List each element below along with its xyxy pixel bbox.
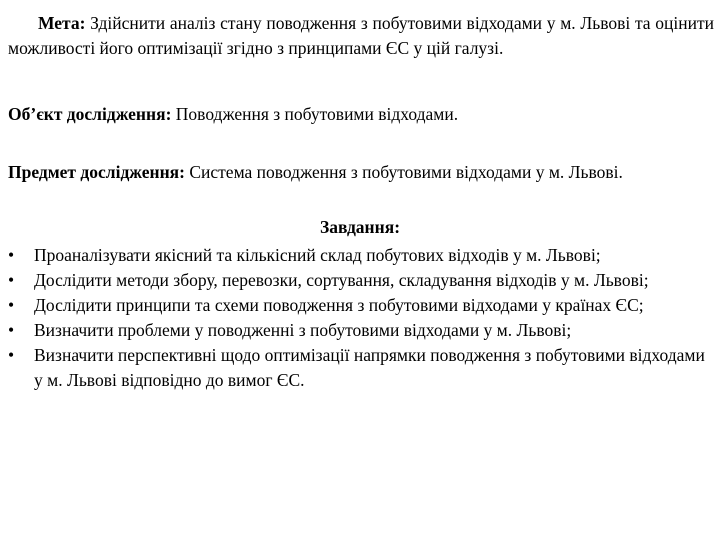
- task-item: [8, 318, 714, 343]
- object-label: Об’єкт дослідження:: [8, 104, 172, 124]
- object-text: Поводження з побутовими відходами.: [175, 104, 459, 124]
- tasks-list: [8, 243, 714, 393]
- task-text: Проаналізувати якісний та кількісний склад побутових відходів у м. Львові;: [34, 245, 601, 265]
- task-text: Визначити перспективні щодо оптимізації напрямки поводження з побутовими відходами у м. Львові відповідно до вимог ЄС.: [34, 345, 705, 390]
- bullet-icon: •: [8, 245, 15, 265]
- goal-label: Мета:: [38, 13, 86, 33]
- bullet-icon: •: [8, 320, 15, 340]
- goal-paragraph: [8, 11, 714, 61]
- task-text: Дослідити принципи та схеми поводження з побутовими відходами у країнах ЄС;: [34, 295, 644, 315]
- task-item: [8, 343, 714, 393]
- task-text: Дослідити методи збору, перевозки, сортування, складування відходів у м. Львові;: [34, 270, 649, 290]
- task-item: [8, 268, 714, 293]
- tasks-title: Завдання:: [319, 217, 401, 237]
- bullet-icon: •: [8, 295, 15, 315]
- bullet-icon: •: [8, 270, 15, 290]
- task-item: [8, 243, 714, 268]
- subject-label: Предмет дослідження:: [8, 162, 185, 182]
- task-text: Визначити проблеми у поводженні з побутовими відходами у м. Львові;: [34, 320, 572, 340]
- subject-paragraph: [8, 160, 714, 185]
- object-paragraph: [8, 102, 714, 127]
- task-item: [8, 293, 714, 318]
- bullet-icon: •: [8, 345, 15, 365]
- goal-text: Здійснити аналіз стану поводження з побутовими відходами у м. Львові та оцінити можливості його оптимізації згідно з принципами ЄС у цій галузі.: [8, 13, 715, 58]
- subject-text: Система поводження з побутовими відходами у м. Львові.: [189, 162, 623, 182]
